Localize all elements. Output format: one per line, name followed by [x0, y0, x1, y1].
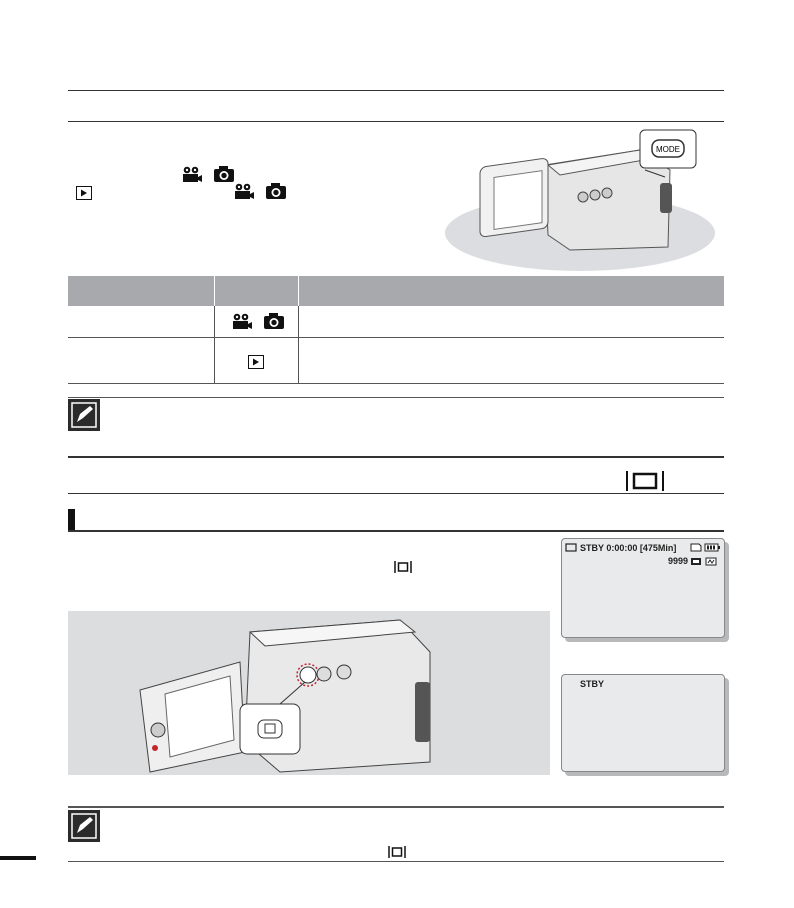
battery-icon — [704, 543, 720, 552]
table-row-divider — [68, 337, 724, 338]
resolution-icon — [705, 557, 717, 566]
display-button-icon — [388, 845, 406, 859]
mode-button-label: MODE — [656, 145, 680, 154]
table-header-divider — [214, 276, 215, 306]
storage-mode-icon — [565, 542, 577, 552]
video-camera-icon — [232, 183, 254, 201]
camcorder-display-button-illustration — [130, 612, 450, 774]
table-header-divider — [298, 276, 299, 306]
photo-camera-icon — [213, 165, 235, 183]
note-icon — [68, 399, 100, 431]
lcd-screen-display-minimal — [561, 674, 725, 772]
section-rule — [68, 493, 724, 494]
note-top-rule — [68, 397, 724, 398]
top-rule — [68, 90, 724, 91]
display-button-icon — [626, 470, 664, 492]
screen-count-text: 9999 — [668, 556, 689, 566]
table-column-divider — [214, 306, 215, 383]
section-rule — [68, 121, 724, 122]
video-camera-icon — [230, 313, 252, 331]
table-bottom-rule — [68, 383, 724, 384]
camcorder-mode-illustration — [440, 125, 730, 273]
note-icon — [68, 810, 100, 842]
table-header-row — [68, 276, 724, 306]
page-footer-marker — [0, 856, 36, 860]
subheading-rule — [68, 530, 724, 532]
photo-camera-icon — [265, 182, 287, 200]
play-mode-icon — [76, 186, 92, 200]
note-top-rule — [68, 806, 724, 808]
subheading-marker — [68, 509, 75, 531]
section-rule — [68, 456, 724, 458]
display-button-icon — [394, 560, 412, 574]
play-mode-icon — [248, 355, 264, 369]
memory-card-icon — [690, 543, 702, 552]
lcd-screen-display-on — [561, 538, 725, 638]
photo-camera-icon — [263, 312, 285, 330]
screen-status-text: STBY — [580, 679, 605, 689]
note-bottom-rule — [68, 861, 724, 862]
screen-status-text: STBY 0:00:00 [475Min] — [580, 543, 677, 553]
table-column-divider — [298, 306, 299, 383]
quality-icon — [690, 557, 702, 566]
video-camera-icon — [180, 166, 202, 184]
